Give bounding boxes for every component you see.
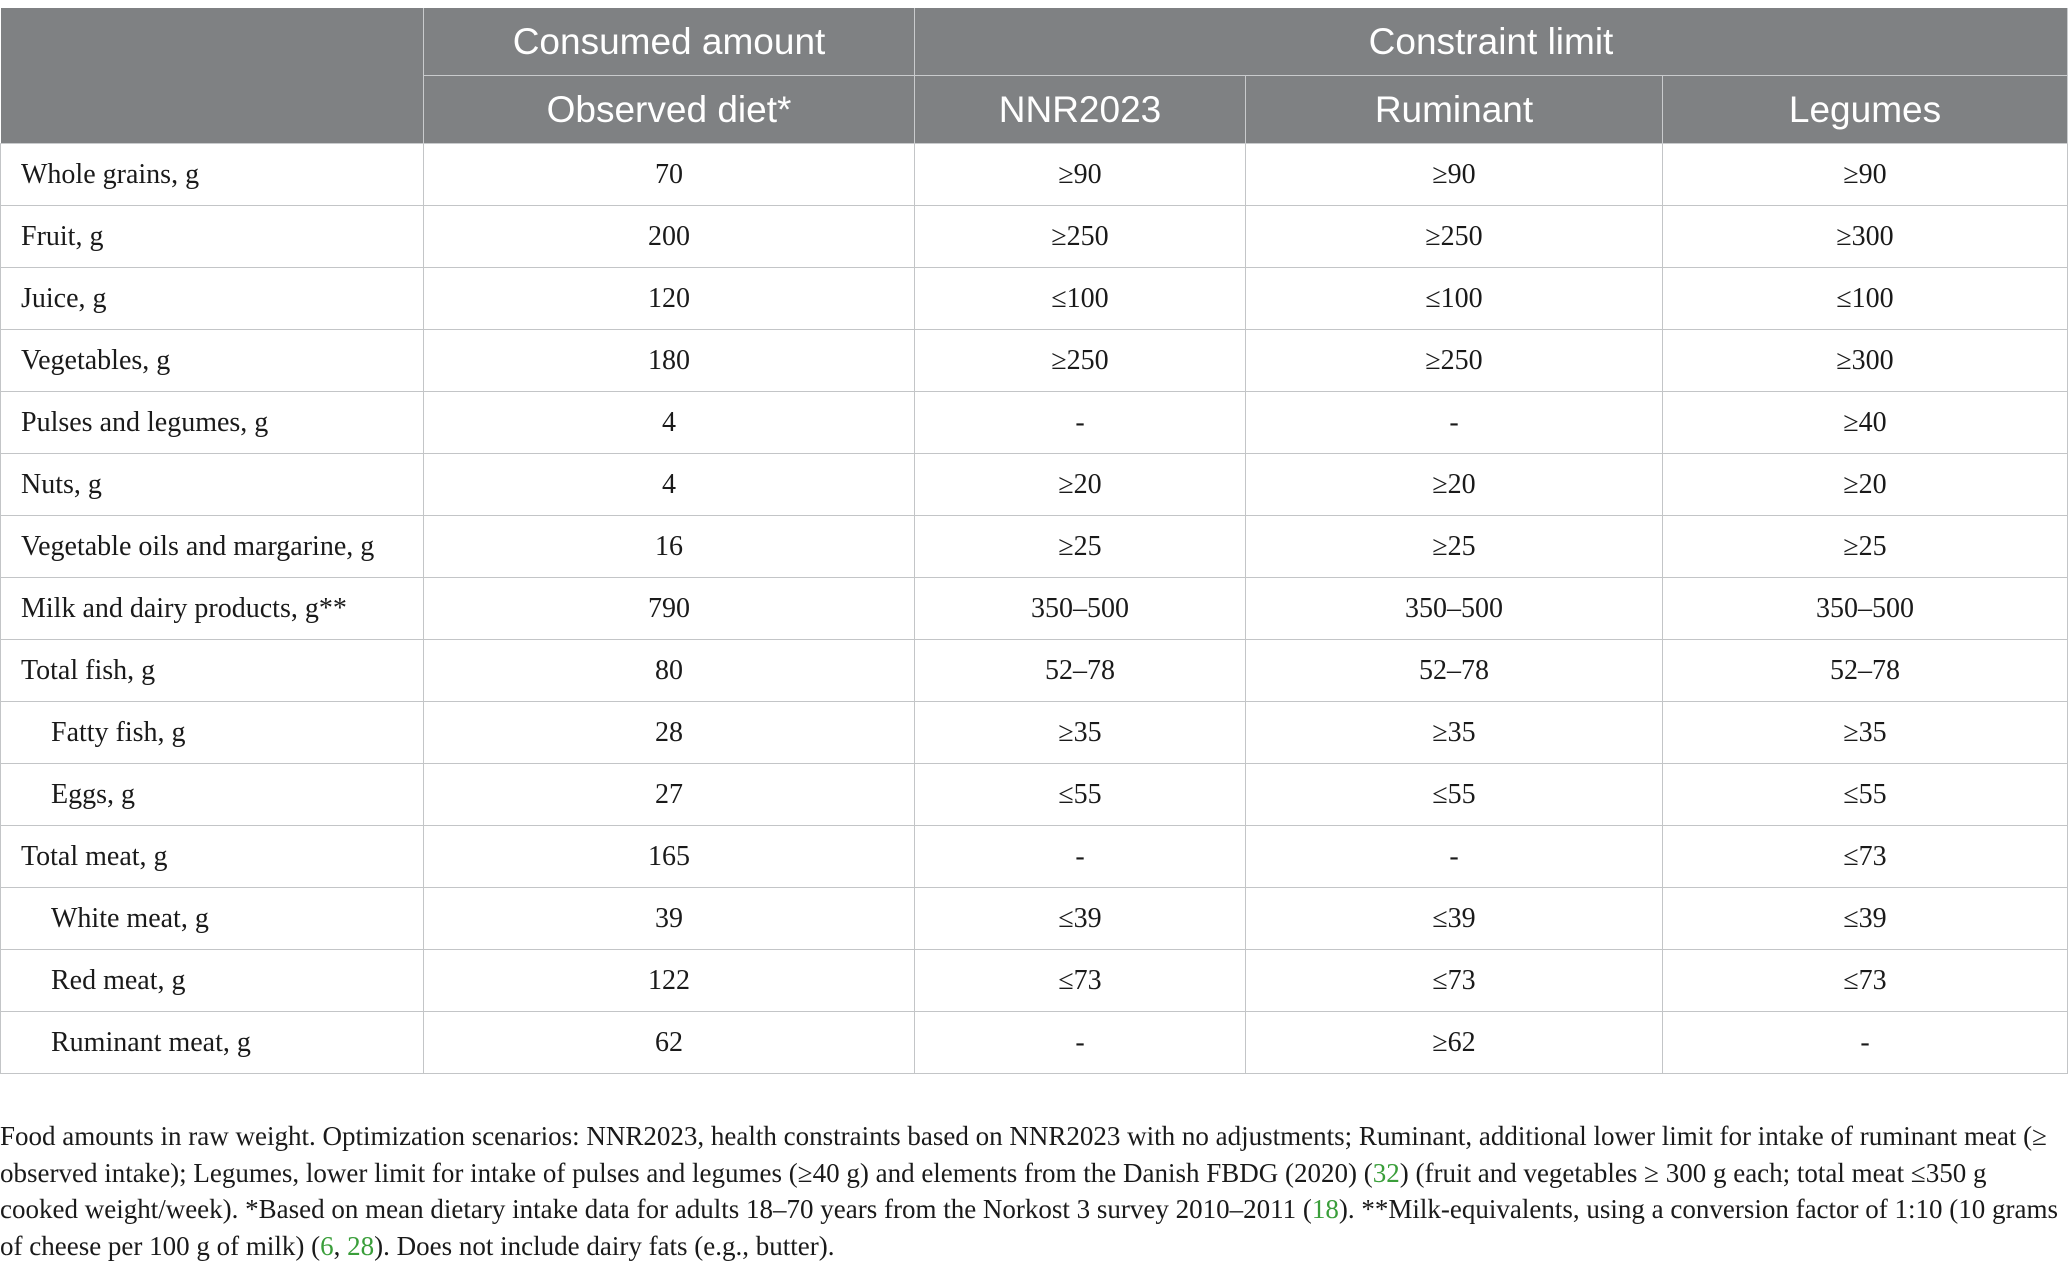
table-footnote xyxy=(0,1118,2060,1264)
row-label: Fatty fish, g xyxy=(1,702,424,764)
footnote-separator: , xyxy=(333,1230,348,1261)
row-label: Vegetables, g xyxy=(1,330,424,392)
row-label: Vegetable oils and margarine, g xyxy=(1,516,424,578)
cell-legumes: ≤39 xyxy=(1663,888,2068,950)
cell-observed: 80 xyxy=(424,640,915,702)
cell-nnr2023: ≤100 xyxy=(915,268,1246,330)
cell-legumes: ≥90 xyxy=(1663,144,2068,206)
table-row xyxy=(1,392,2068,454)
footnote-ref-28[interactable]: 28 xyxy=(347,1230,375,1261)
table-row xyxy=(1,206,2068,268)
cell-observed: 4 xyxy=(424,392,915,454)
cell-legumes: ≥20 xyxy=(1663,454,2068,516)
row-label: White meat, g xyxy=(1,888,424,950)
cell-observed: 200 xyxy=(424,206,915,268)
footnote-ref-32[interactable]: 32 xyxy=(1372,1157,1400,1188)
cell-observed: 790 xyxy=(424,578,915,640)
diet-constraints-table xyxy=(0,8,2068,1074)
cell-nnr2023: ≥250 xyxy=(915,330,1246,392)
row-label: Red meat, g xyxy=(1,950,424,1012)
header-consumed-amount: Consumed amount xyxy=(424,8,915,76)
cell-observed: 165 xyxy=(424,826,915,888)
cell-ruminant: ≤39 xyxy=(1246,888,1663,950)
table-container xyxy=(0,8,2067,1074)
header-constraint-limit: Constraint limit xyxy=(915,8,2068,76)
header-ruminant: Ruminant xyxy=(1246,76,1663,144)
header-group-row xyxy=(1,8,2068,76)
table-row xyxy=(1,578,2068,640)
row-label: Pulses and legumes, g xyxy=(1,392,424,454)
cell-nnr2023: ≤73 xyxy=(915,950,1246,1012)
cell-observed: 16 xyxy=(424,516,915,578)
cell-nnr2023: ≥250 xyxy=(915,206,1246,268)
footnote-text-4: ). Does not include dairy fats (e.g., butter). xyxy=(374,1230,835,1261)
cell-ruminant: ≥250 xyxy=(1246,206,1663,268)
cell-nnr2023: ≤55 xyxy=(915,764,1246,826)
header-legumes: Legumes xyxy=(1663,76,2068,144)
cell-nnr2023: - xyxy=(915,1012,1246,1074)
table-row xyxy=(1,516,2068,578)
cell-ruminant: ≥90 xyxy=(1246,144,1663,206)
cell-nnr2023: 350–500 xyxy=(915,578,1246,640)
cell-ruminant: ≥250 xyxy=(1246,330,1663,392)
cell-nnr2023: ≥90 xyxy=(915,144,1246,206)
cell-legumes: ≥300 xyxy=(1663,206,2068,268)
table-body xyxy=(1,144,2068,1074)
footnote-ref-6[interactable]: 6 xyxy=(320,1230,334,1261)
row-label: Eggs, g xyxy=(1,764,424,826)
header-observed-diet: Observed diet* xyxy=(424,76,915,144)
cell-ruminant: ≥20 xyxy=(1246,454,1663,516)
cell-observed: 62 xyxy=(424,1012,915,1074)
cell-nnr2023: 52–78 xyxy=(915,640,1246,702)
cell-observed: 28 xyxy=(424,702,915,764)
table-row xyxy=(1,640,2068,702)
cell-observed: 4 xyxy=(424,454,915,516)
cell-legumes: ≤100 xyxy=(1663,268,2068,330)
cell-ruminant: ≥25 xyxy=(1246,516,1663,578)
cell-legumes: ≥35 xyxy=(1663,702,2068,764)
cell-nnr2023: ≥25 xyxy=(915,516,1246,578)
cell-observed: 39 xyxy=(424,888,915,950)
cell-ruminant: ≥62 xyxy=(1246,1012,1663,1074)
row-label: Whole grains, g xyxy=(1,144,424,206)
row-label: Ruminant meat, g xyxy=(1,1012,424,1074)
row-label: Total meat, g xyxy=(1,826,424,888)
table-row xyxy=(1,950,2068,1012)
table-row xyxy=(1,330,2068,392)
cell-observed: 122 xyxy=(424,950,915,1012)
cell-legumes: 350–500 xyxy=(1663,578,2068,640)
row-label: Juice, g xyxy=(1,268,424,330)
cell-nnr2023: ≥35 xyxy=(915,702,1246,764)
cell-legumes: ≥25 xyxy=(1663,516,2068,578)
cell-nnr2023: ≥20 xyxy=(915,454,1246,516)
cell-observed: 70 xyxy=(424,144,915,206)
table-row xyxy=(1,268,2068,330)
table-row xyxy=(1,826,2068,888)
cell-legumes: ≤55 xyxy=(1663,764,2068,826)
cell-nnr2023: ≤39 xyxy=(915,888,1246,950)
cell-ruminant: 350–500 xyxy=(1246,578,1663,640)
cell-observed: 27 xyxy=(424,764,915,826)
row-label: Nuts, g xyxy=(1,454,424,516)
cell-ruminant: ≤73 xyxy=(1246,950,1663,1012)
row-label: Milk and dairy products, g** xyxy=(1,578,424,640)
table-row xyxy=(1,888,2068,950)
table-row xyxy=(1,144,2068,206)
table-row xyxy=(1,1012,2068,1074)
row-label: Total fish, g xyxy=(1,640,424,702)
cell-legumes: ≤73 xyxy=(1663,826,2068,888)
cell-ruminant: 52–78 xyxy=(1246,640,1663,702)
header-empty-cell xyxy=(1,8,424,144)
cell-nnr2023: - xyxy=(915,826,1246,888)
cell-observed: 180 xyxy=(424,330,915,392)
cell-legumes: 52–78 xyxy=(1663,640,2068,702)
table-row xyxy=(1,764,2068,826)
cell-legumes: ≥300 xyxy=(1663,330,2068,392)
cell-observed: 120 xyxy=(424,268,915,330)
header-nnr2023: NNR2023 xyxy=(915,76,1246,144)
cell-legumes: ≥40 xyxy=(1663,392,2068,454)
footnote-text-2: ) (fruit and vegetables ≥ 300 g each; total meat ≤350 g cooked weight/week). *Based on mean dietary intake data for adults 18–70 years from the Norkost 3 survey 2010–2011 ( xyxy=(0,1157,1987,1224)
row-label: Fruit, g xyxy=(1,206,424,268)
table-header xyxy=(1,8,2068,144)
footnote-ref-18[interactable]: 18 xyxy=(1311,1194,1339,1224)
cell-ruminant: ≤55 xyxy=(1246,764,1663,826)
table-row xyxy=(1,454,2068,516)
cell-ruminant: ≤100 xyxy=(1246,268,1663,330)
cell-ruminant: - xyxy=(1246,392,1663,454)
cell-ruminant: - xyxy=(1246,826,1663,888)
table-row xyxy=(1,702,2068,764)
cell-ruminant: ≥35 xyxy=(1246,702,1663,764)
footnote-text-3: ). **Milk-equivalents, using a conversion factor of 1:10 (10 grams of cheese per 100 g of milk) ( xyxy=(0,1194,2058,1261)
cell-legumes: - xyxy=(1663,1012,2068,1074)
cell-legumes: ≤73 xyxy=(1663,950,2068,1012)
cell-nnr2023: - xyxy=(915,392,1246,454)
footnote-text-1: Food amounts in raw weight. Optimization scenarios: NNR2023, health constraints based on NNR2023 with no adjustments; Ruminant, additional lower limit for intake of ruminant meat (≥ observed intake); Legumes, lower limit for intake of pulses and legumes (≥40 g) and elements from the Danish FBDG (2020) ( xyxy=(0,1121,2047,1188)
